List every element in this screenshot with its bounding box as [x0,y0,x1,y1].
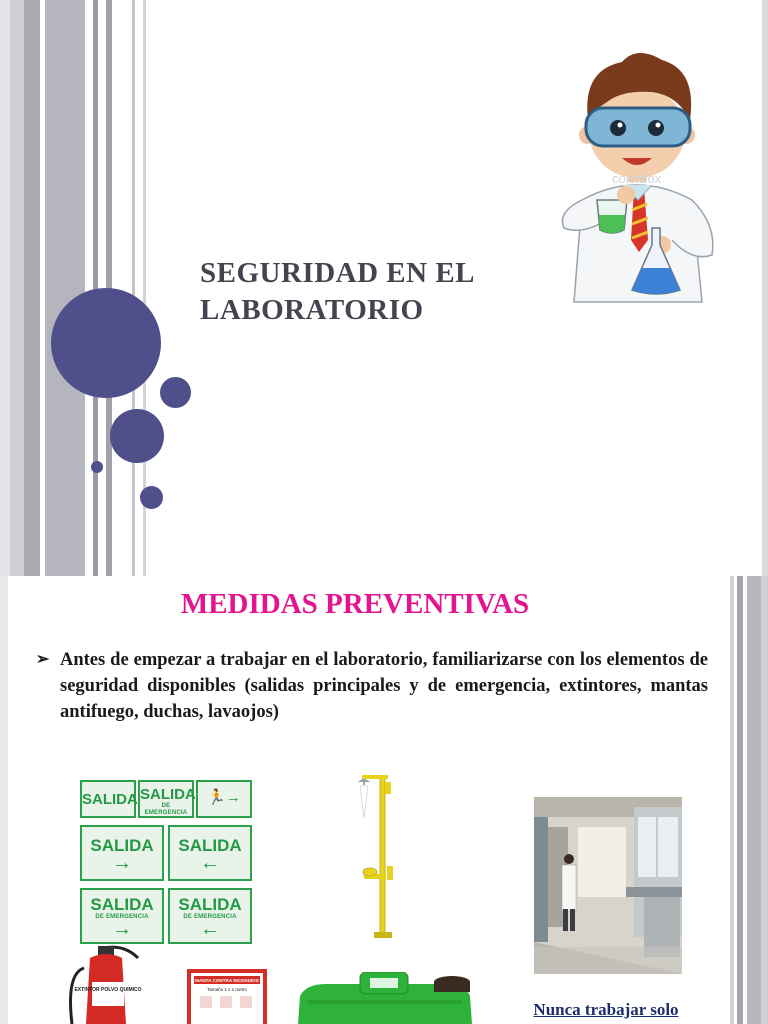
arrow-left-icon: ← [200,852,220,874]
arrow-right-icon: → [112,918,132,940]
eyewash-tank-image [296,972,474,1024]
title-line-1: SEGURIDAD EN EL [200,257,475,289]
fire-blanket-image [186,968,268,1024]
blanket-size: Tamaño 1 x 1 metro [207,987,247,992]
decor-circle-small-2 [140,486,163,509]
run-exit-icon: 🏃→ [207,789,241,806]
emergency-exit-sign-right: SALIDA DE EMERGENCIA → [80,888,164,944]
arrow-right-icon: → [112,852,132,874]
slide-title [200,255,530,329]
fire-extinguisher-image [64,944,148,1024]
exit-sign-left: SALIDA ← [168,825,252,881]
content-slide [0,576,768,1024]
emergency-exit-sign: SALIDA DE EMERGENCIA [138,780,194,818]
scientist-illustration [552,40,722,305]
emergency-exit-sign-left: SALIDA DE EMERGENCIA ← [168,888,252,944]
decor-circle-medium [110,409,164,463]
right-decorative-stripes [730,576,768,1024]
running-exit-sign [196,780,252,818]
decorative-stripes [10,0,146,576]
bullet-text: Antes de empezar a trabajar en el laboratorio, familiarizarse con los elementos de seguridad disponibles (salidas principales y de emergencia, extintores, mantas antifuego, duchas, lavaojos) [60,650,708,722]
bullet-arrow-icon: ➢ [36,651,50,668]
exit-sign-right: SALIDA → [80,825,164,881]
watermark-text: colorbox [612,171,662,186]
extinguisher-label: EXTINTOR POLVO QUIMICO [74,987,142,993]
caption-never-work-alone: Nunca trabajar solo [533,1000,679,1019]
exit-signs-image [80,780,254,944]
decor-circle-tiny [91,461,103,473]
decor-circle-small [160,377,191,408]
arrow-left-icon: ← [200,918,220,940]
right-edge-band [762,0,768,576]
laboratory-photo [534,797,682,974]
exit-sign: SALIDA [80,780,136,818]
bullet-item [36,647,708,725]
left-edge-band [0,576,8,1024]
decor-circle-large [51,288,161,398]
left-edge-band [0,0,10,576]
emergency-shower-image [356,772,406,940]
blanket-label: MANTA CONTRA INCENDIOS [195,978,259,983]
slide-heading: MEDIDAS PREVENTIVAS [180,588,530,620]
title-line-2: LABORATORIO [200,294,424,326]
